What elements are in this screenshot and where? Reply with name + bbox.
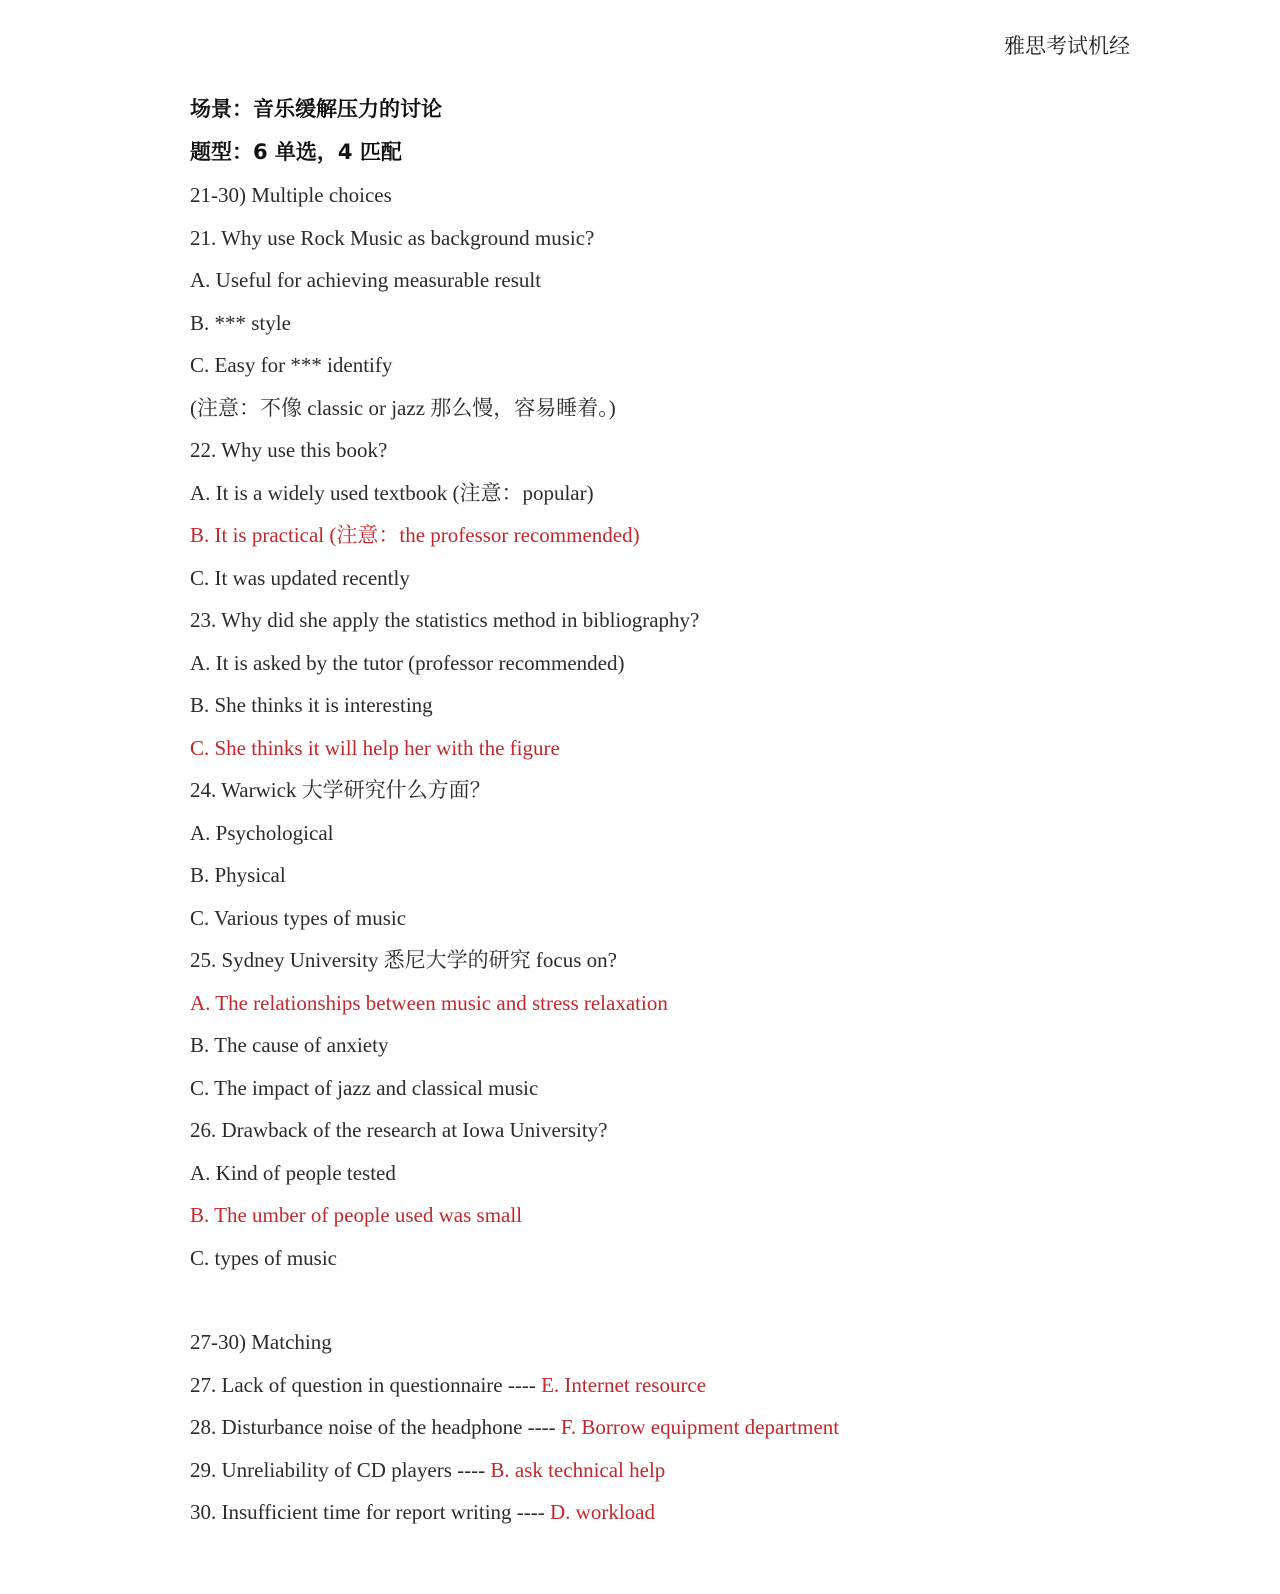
- matching-item: [190, 1364, 1090, 1407]
- document-line: C. The impact of jazz and classical music: [190, 1075, 539, 1100]
- page-header-label: 雅思考试机经: [1004, 34, 1130, 58]
- multiple-choice-list: [190, 217, 1090, 1280]
- document-line: B. It is practical (注意：the professor recommended): [190, 523, 640, 547]
- scene-heading: 场景：音乐缓解压力的讨论: [190, 97, 442, 121]
- document-body: [190, 88, 1090, 1534]
- matching-item: [190, 1449, 1090, 1492]
- matching-header: 27-30) Matching: [190, 1330, 332, 1354]
- document-line: 22. Why use this book?: [190, 438, 388, 462]
- question-type-heading: 题型：6 单选，4 匹配: [190, 140, 402, 164]
- document-line: B. The umber of people used was small: [190, 1203, 523, 1227]
- document-line: C. Various types of music: [190, 905, 407, 930]
- section-spacer: [190, 1279, 1090, 1321]
- document-line: (注意：不像 classic or jazz 那么慢，容易睡着。): [190, 395, 616, 420]
- document-line: A. Psychological: [190, 820, 334, 845]
- document-line: B. She thinks it is interesting: [190, 693, 433, 717]
- document-line: A. It is a widely used textbook (注意：popular): [190, 480, 594, 505]
- document-line: 26. Drawback of the research at Iowa University?: [190, 1118, 608, 1142]
- document-line: 23. Why did she apply the statistics method in bibliography?: [190, 608, 700, 632]
- matching-item: [190, 1406, 1090, 1449]
- matching-answer: B. ask technical help: [490, 1457, 666, 1482]
- document-line: 24. Warwick 大学研究什么方面？: [190, 778, 491, 802]
- matching-answer: F. Borrow equipment department: [560, 1415, 840, 1439]
- document-line: C. She thinks it will help her with the figure: [190, 735, 560, 760]
- matching-item: [190, 1491, 1090, 1534]
- matching-question: 28. Disturbance noise of the headphone ----: [190, 1415, 561, 1439]
- matching-question: 27. Lack of question in questionnaire ----: [190, 1372, 542, 1397]
- document-line: C. Easy for *** identify: [190, 353, 393, 377]
- document-line: A. Kind of people tested: [190, 1160, 396, 1185]
- document-line: A. It is asked by the tutor (professor recommended): [190, 650, 625, 675]
- document-line: 25. Sydney University 悉尼大学的研究 focus on?: [190, 948, 617, 972]
- document-line: 21. Why use Rock Music as background music?: [190, 225, 595, 250]
- matching-question: 30. Insufficient time for report writing ----: [190, 1500, 551, 1524]
- document-line: B. *** style: [190, 310, 291, 335]
- matching-answer: E. Internet resource: [541, 1372, 707, 1397]
- document-line: A. Useful for achieving measurable result: [190, 268, 542, 292]
- multiple-choice-header: 21-30) Multiple choices: [190, 183, 392, 207]
- matching-answer: D. workload: [550, 1500, 655, 1524]
- matching-list: [190, 1364, 1090, 1534]
- matching-question: 29. Unreliability of CD players ----: [190, 1457, 491, 1482]
- document-line: A. The relationships between music and stress relaxation: [190, 990, 668, 1015]
- document-line: B. Physical: [190, 863, 286, 887]
- document-line: C. It was updated recently: [190, 565, 410, 590]
- document-line: C. types of music: [190, 1245, 337, 1270]
- document-line: B. The cause of anxiety: [190, 1033, 389, 1057]
